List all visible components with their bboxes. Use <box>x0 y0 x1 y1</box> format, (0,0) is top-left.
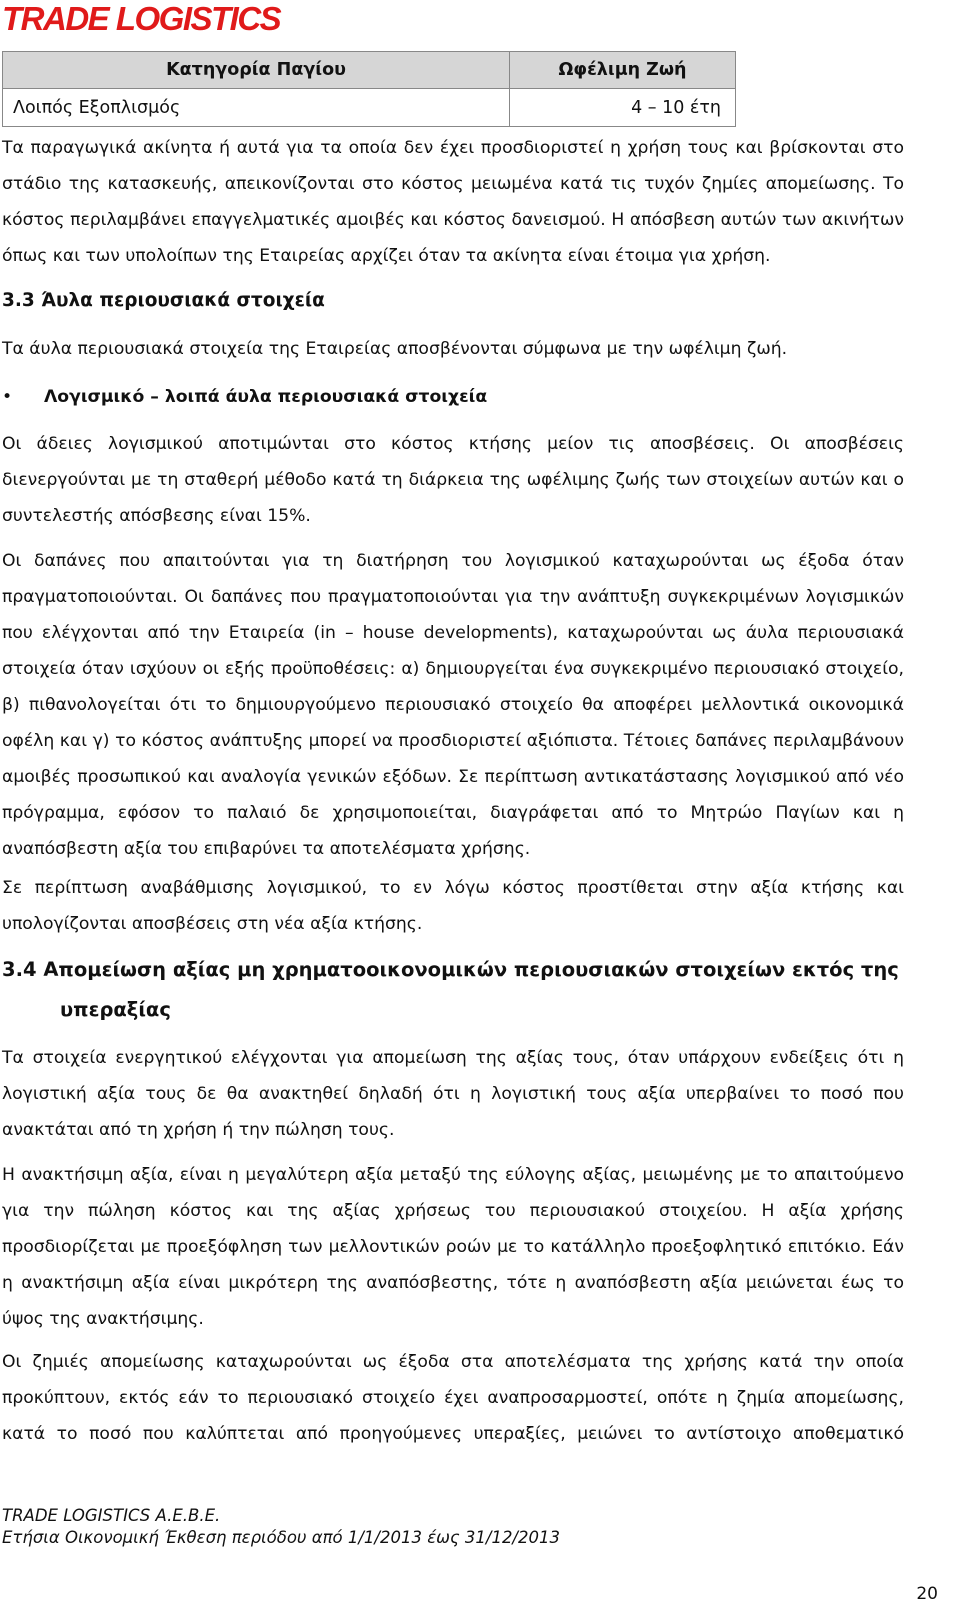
column-header-useful-life: Ωφέλιμη Ζωή <box>510 52 736 89</box>
text-line: συντελεστής απόσβεσης είναι 15%. <box>2 506 311 526</box>
text-line: λογιστική αξία τους δε θα ανακτηθεί δηλαδή ότι η λογιστική τους αξία υπερβαίνει το ποσό που <box>2 1084 904 1104</box>
table-header-row <box>3 52 736 89</box>
text-line: που ελέγχονται από την Εταιρεία (in – house developments), καταχωρούνται ως άυλα περιουσιακά <box>2 623 904 643</box>
text-line: Οι δαπάνες που απαιτούνται για τη διατήρηση του λογισμικού καταχωρούνται ως έξοδα όταν <box>2 551 904 571</box>
paragraph-intangibles-intro <box>2 331 904 367</box>
text-line: Σε περίπτωση αναβάθμισης λογισμικού, το εν λόγω κόστος προστίθεται στην αξία κτήσης και <box>2 878 904 898</box>
text-line: πραγματοποιούνται. Οι δαπάνες που πραγματοποιούνται για την ανάπτυξη συγκεκριμένων λογισμικών <box>2 587 904 607</box>
text-line: διενεργούνται με τη σταθερή μέθοδο κατά τη διάρκεια της ωφέλιμης ζωής των στοιχείων αυτών και ο <box>2 470 904 490</box>
useful-life-table <box>2 51 736 127</box>
text-line: αμοιβές προσωπικού και αναλογία γενικών εξόδων. Σε περίπτωση αντικατάστασης λογισμικού από νέο <box>2 767 904 787</box>
text-line: κόστος περιλαμβάνει επαγγελματικές αμοιβές και κόστος δανεισμού. Η απόσβεση αυτών των ακινήτων <box>2 210 904 230</box>
paragraph-investment-property <box>2 130 904 274</box>
section-heading-3-3: 3.3 Άυλα περιουσιακά στοιχεία <box>2 290 325 311</box>
heading-line: 3.4 Απομείωση αξίας μη χρηματοοικονομικών περιουσιακών στοιχείων εκτός της <box>2 958 899 981</box>
paragraph-software-costs <box>2 543 904 867</box>
text-line: β) πιθανολογείται ότι το δημιουργούμενο περιουσιακό στοιχείο θα αποφέρει μελλοντικά οικονομικά <box>2 695 904 715</box>
paragraph-impairment-test <box>2 1040 904 1148</box>
paragraph-recoverable-amount <box>2 1157 904 1337</box>
text-line: Οι ζημιές απομείωσης καταχωρούνται ως έξοδα στα αποτελέσματα της χρήσης κατά την οποία <box>2 1352 904 1372</box>
text-line: Οι άδειες λογισμικού αποτιμώνται στο κόστος κτήσης μείον τις αποσβέσεις. Οι αποσβέσεις <box>2 434 904 454</box>
text-line: στοιχεία όταν ισχύουν οι εξής προϋποθέσεις: α) δημιουργείται ένα συγκεκριμένο περιουσιακό στοιχείο, <box>2 659 904 679</box>
text-line: Τα άυλα περιουσιακά στοιχεία της Εταιρείας αποσβένονται σύμφωνα με την ωφέλιμη ζωή. <box>2 339 788 359</box>
page-number: 20 <box>916 1584 938 1604</box>
footer-company: TRADE LOGISTICS A.E.B.E. <box>2 1506 221 1525</box>
section-heading-3-4 <box>2 950 902 1030</box>
paragraph-software-licenses <box>2 426 904 534</box>
text-line: Τα στοιχεία ενεργητικού ελέγχονται για απομείωση της αξίας τους, όταν υπάρχουν ενδείξεις ότι η <box>2 1048 904 1068</box>
text-line: όπως και των υπολοίπων της Εταιρείας αρχίζει όταν τα ακίνητα είναι έτοιμα για χρήση. <box>2 246 771 266</box>
text-line: ανακτάται από τη χρήση ή την πώληση τους. <box>2 1120 395 1140</box>
text-line: αναπόσβεστη αξία του επιβαρύνει τα αποτελέσματα χρήσης. <box>2 839 531 859</box>
company-logo: TRADE LOGISTICS <box>2 0 281 37</box>
footer-report-title: Ετήσια Οικονομική Έκθεση περιόδου από 1/1/2013 έως 31/12/2013 <box>2 1528 560 1547</box>
bullet-software <box>2 379 487 415</box>
cell-category: Λοιπός Εξοπλισμός <box>3 89 510 127</box>
text-line: οφέλη και γ) το κόστος ανάπτυξης μπορεί να προσδιοριστεί αξιόπιστα. Τέτοιες δαπάνες περιλαμβάνουν <box>2 731 904 751</box>
heading-line: υπεραξίας <box>60 998 171 1021</box>
text-line: η ανακτήσιμη αξία είναι μικρότερη της αναπόσβεστης, τότε η αναπόσβεστη αξία μειώνεται έως το <box>2 1273 904 1293</box>
text-line: στάδιο της κατασκευής, απεικονίζονται στο κόστος μειωμένα κατά τις τυχόν ζημίες απομείωσης. Το <box>2 174 904 194</box>
text-line: Η ανακτήσιμη αξία, είναι η μεγαλύτερη αξία μεταξύ της εύλογης αξίας, μειωμένης με το απαιτούμενο <box>2 1165 904 1185</box>
text-line: υπολογίζονται αποσβέσεις στη νέα αξία κτήσης. <box>2 914 423 934</box>
paragraph-impairment-losses <box>2 1344 904 1452</box>
text-line: για την πώληση κόστος και της αξίας χρήσεως του περιουσιακού στοιχείου. Η αξία χρήσης <box>2 1201 904 1221</box>
paragraph-software-upgrade <box>2 870 904 942</box>
cell-useful-life: 4 – 10 έτη <box>510 89 736 127</box>
column-header-category: Κατηγορία Παγίου <box>3 52 510 89</box>
text-line: ύψος της ανακτήσιμης. <box>2 1309 204 1329</box>
table-row <box>3 89 736 127</box>
text-line: κατά το ποσό που καλύπτεται από προηγούμενες υπεραξίες, μειώνει το αντίστοιχο αποθεματικό <box>2 1424 904 1444</box>
bullet-icon: • <box>2 387 13 407</box>
text-line: προκύπτουν, εκτός εάν το περιουσιακό στοιχείο έχει αναπροσαρμοστεί, οπότε η ζημία απομείωσης, <box>2 1388 904 1408</box>
bullet-text: Λογισμικό – λοιπά άυλα περιουσιακά στοιχεία <box>44 387 488 407</box>
text-line: προσδιορίζεται με προεξόφληση των μελλοντικών ροών με το κατάλληλο προεξοφλητικό επιτόκιο. Εάν <box>2 1237 904 1257</box>
text-line: πρόγραμμα, εφόσον το παλαιό δε χρησιμοποιείται, διαγράφεται από το Μητρώο Παγίων και η <box>2 803 904 823</box>
text-line: Τα παραγωγικά ακίνητα ή αυτά για τα οποία δεν έχει προσδιοριστεί η χρήση τους και βρίσκονται στο <box>2 138 904 158</box>
